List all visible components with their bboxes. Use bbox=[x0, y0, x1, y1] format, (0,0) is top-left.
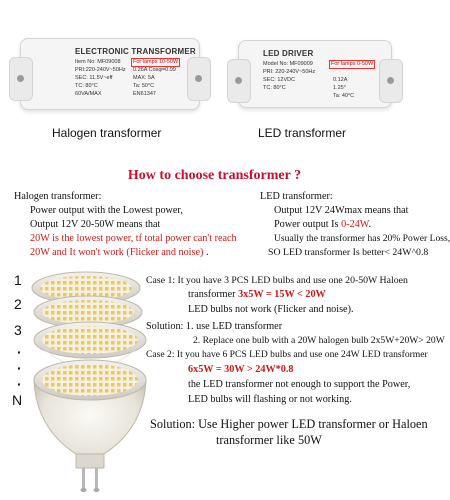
led-text-line-3: Usually the transformer has 20% Power Loss, bbox=[274, 233, 450, 244]
final-solution-line-b: transformer like 50W bbox=[216, 433, 322, 447]
case-2-calc: 6x5W = 30W > 24W*0.8 bbox=[188, 364, 294, 375]
mounting-tab-right bbox=[187, 57, 211, 101]
led-amps: 0.12A bbox=[333, 77, 348, 83]
led-text-line-2-red: 0-24W bbox=[341, 219, 369, 230]
case-1-line-c: LED bulbs not work (Flicker and noise). bbox=[188, 304, 354, 315]
led-text-line-4: SO LED transformer Is better< 24W^0.8 bbox=[268, 247, 429, 258]
case-1-line-b-text: transformer bbox=[188, 289, 239, 300]
halogen-text-line-4-red: 20W and It won't work (Flicker and noise) bbox=[30, 247, 204, 258]
led-driver-image bbox=[238, 40, 392, 108]
halogen-text-line-4-end: . bbox=[203, 247, 209, 258]
led-pri: PRI: 220-240V~50Hz bbox=[263, 69, 316, 75]
bulb-number-3: 3 bbox=[14, 322, 22, 338]
halogen-max: MAX: 5A bbox=[133, 75, 155, 81]
bulb-number-5: · bbox=[17, 360, 22, 376]
page-heading: How to choose transformer ? bbox=[127, 168, 302, 183]
case-2-line-c: the LED transformer not enough to support the Power, bbox=[188, 379, 411, 390]
bulb-number-4: · bbox=[17, 344, 22, 360]
halogen-text-line-1: Power output with the Lowest power, bbox=[30, 205, 183, 216]
led-caption: LED transformer bbox=[258, 126, 347, 140]
led-bulbs-illustration bbox=[26, 268, 154, 494]
halogen-rating: 60VA/MAX bbox=[75, 91, 102, 97]
mounting-tab-left bbox=[9, 57, 33, 101]
mounting-tab-right bbox=[379, 59, 403, 103]
halogen-ta: Ta: 50°C bbox=[133, 83, 155, 89]
led-text-line-1: Output 12V 24Wmax means that bbox=[274, 205, 409, 216]
bulb-number-1: 1 bbox=[14, 272, 22, 288]
halogen-device-title: ELECTRONIC TRANSFORMER bbox=[75, 47, 196, 56]
mounting-tab-left bbox=[227, 59, 251, 103]
screw-hole-icon bbox=[235, 77, 242, 84]
led-model-no: Model No: MF09009 bbox=[263, 61, 313, 67]
case-2-line-d: LED bulbs will flashing or not working. bbox=[188, 394, 352, 405]
final-solution-line-a: Solution: Use Higher power LED transformer or Haloen bbox=[150, 417, 428, 431]
led-lamps-rating: For lamps 0-50W bbox=[331, 61, 374, 67]
halogen-text-title: Halogen transformer: bbox=[14, 191, 102, 202]
halogen-transformer-image bbox=[20, 38, 200, 110]
led-ta: Ta: 40°C bbox=[333, 93, 355, 99]
halogen-pri: PRI:220-240V~50Hz bbox=[75, 67, 126, 73]
case-1-line-b bbox=[188, 288, 326, 301]
case-1-line-a: Case 1: It you have 3 PCS LED bulbs and use one 20-50W Haloen bbox=[146, 275, 408, 286]
led-bulb-n bbox=[34, 360, 146, 492]
led-text-line-2 bbox=[274, 218, 371, 231]
solution-1-line-a: Solution: 1. use LED transformer bbox=[146, 321, 283, 332]
halogen-en: EN61347 bbox=[133, 91, 156, 97]
led-text-line-2b: . bbox=[368, 219, 371, 230]
solution-1-line-b: 2. Replace one bulb with a 20W halogen bulb 2x5W+20W> 20W bbox=[193, 335, 445, 346]
led-text-title: LED transformer: bbox=[260, 191, 333, 202]
halogen-cos: 0.26A Cosφ=0.99 bbox=[133, 67, 176, 73]
halogen-text-line-4 bbox=[30, 246, 208, 259]
halogen-sec: SEC: 11.5V~eff bbox=[75, 75, 113, 81]
bulb-number-2: 2 bbox=[14, 296, 22, 312]
halogen-caption: Halogen transformer bbox=[52, 126, 162, 140]
halogen-item-no: Item No: MF09008 bbox=[75, 59, 121, 65]
halogen-text-line-2: Output 12V 20-50W means that bbox=[30, 219, 161, 230]
screw-hole-icon bbox=[195, 75, 202, 82]
led-device-title: LED DRIVER bbox=[263, 49, 314, 58]
halogen-tc: TC: 80°C bbox=[75, 83, 98, 89]
led-tc: TC: 80°C bbox=[263, 85, 286, 91]
bulb-number-6: · bbox=[17, 376, 22, 392]
screw-hole-icon bbox=[387, 77, 394, 84]
led-sec-a: 1.25° bbox=[333, 85, 346, 91]
led-sec: SEC: 12VDC bbox=[263, 77, 296, 83]
screw-hole-icon bbox=[17, 75, 24, 82]
halogen-lamps-rating: For lamps 10-50W bbox=[133, 59, 179, 65]
case-2-line-a: Case 2: It you have 6 PCS LED bulbs and use one 24W LED transformer bbox=[146, 349, 428, 360]
led-text-line-2a: Power output Is bbox=[274, 219, 342, 230]
case-1-calc: 3x5W = 15W < 20W bbox=[238, 289, 326, 300]
bulb-number-7: N bbox=[12, 392, 23, 408]
halogen-text-line-3: 20W is the lowest power, tf total power can't reach bbox=[30, 233, 237, 244]
